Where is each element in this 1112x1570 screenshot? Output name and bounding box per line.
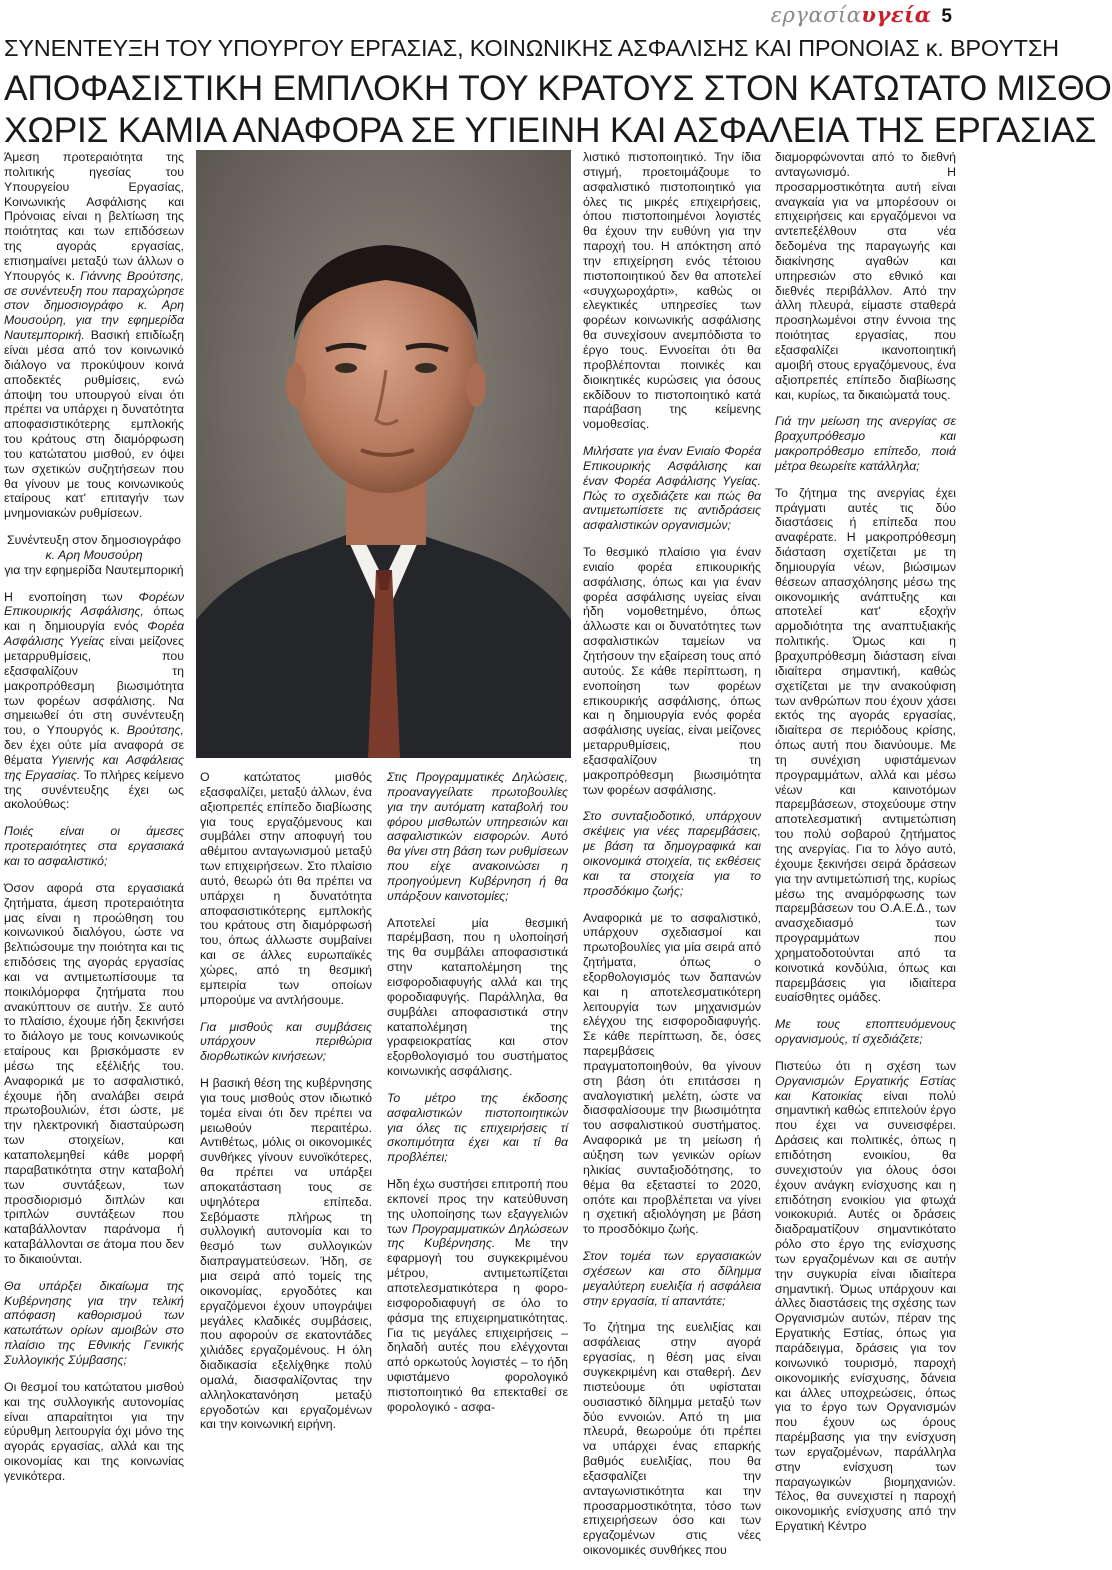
answer-paragraph: διαμορφώνονται από το διεθνή ανταγωνισμό. Η προσαρμοστικότητα αυτή είναι αναγκαία για να μπορέσουν οι επιχειρήσεις και εργαζόμενοι να αντεπεξέλθουν στα νέα δεδομένα της παραγωγής και διακίνησης αγαθών και υπηρεσιών στο εθνικό και διεθνές περιβάλλον. Από την άλλη πλευρά, είμαστε σταθερά προσηλωμένοι στην έννοια της ποιότητας εργασίας, που εξασφαλίζει ικανοποιητική αμοιβή στους εργαζόμενους, ένα αξιοπρεπές επίπεδο διαβίωσης και, κυρίως, τα δικαιώματά τους. <box>775 150 956 402</box>
intro-text-a: Άμεση προτεραιότητα της πολιτικής ηγεσίας του Υπουργείου Εργασίας, Κοινωνικής Ασφάλισης και Πρόνοιας είναι η βελτίωση της ποιότητας και των επιδόσεων της αγοράς εργασίας, επισημαίνει μεταξύ των άλλων ο Υπουργός κ. <box>4 150 184 283</box>
text-run: Φορέων Επικουρικής Ασφάλισης, <box>4 589 184 619</box>
question: Στις Προγραμματικές Δηλώσεις, προαναγγείλατε πρωτοβουλίες για την αυτόματη καταβολή του φόρου μισθωτών υπηρεσιών και ασφαλιστικών εισφορών. Αυτό θα γίνει στη βάση των ρυθμίσεων που είχε ανακοινώσει η προηγούμενη Κυβέρνηση ή θα υπάρξουν καινοτομίες; <box>387 770 568 903</box>
headline-line-2: ΧΩΡΙΣ ΚΑΜΙΑ ΑΝΑΦΟΡΑ ΣΕ ΥΓΙΕΙΝΗ ΚΑΙ ΑΣΦΑΛΕΙΑ ΤΗΣ ΕΡΓΑΣΙΑΣ <box>4 110 1097 150</box>
article-column-4 <box>583 150 761 1570</box>
intro-paragraph <box>4 150 184 521</box>
article-column-1 <box>4 150 184 1496</box>
question: Μιλήσατε για έναν Ενιαίο Φορέα Επικουρικής Ασφάλισης και έναν Φορέα Ασφάλισης Υγείας. Πώς το σχεδιάζετε και πώς θα αντιμετωπίσετε τις αντιδράσεις ασφαλιστικών οργανισμών; <box>583 444 761 533</box>
intro-text-c: Βασική επιδίωξη είναι μέσα από τον κοινωνικό διάλογο να προκύψουν κοινά αποδεκτές ρυθμίσεις, ενώ άποψη του υπουργού είναι ότι πρέπει να υπάρχει η δυνατότητα αποφασιστικότερης εμπλοκής του κράτους στη διαμόρφωση του κατώτατου μισθού, εν όψει των σχετικών συζητήσεων που θα γίνουν με τους κοινωνικούς εταίρους κατ' επιταγήν των μνημονιακών ρυθμίσεων. <box>4 328 184 521</box>
text-run: Οργανισμών Εργατικής Εστίας και Κατοικίας <box>775 1073 956 1103</box>
text-run: όπως και η δημιουργία ενός <box>4 604 184 634</box>
text-run: Προγραμματικών Δηλώσεων της Κυβέρνησης. <box>387 1221 568 1251</box>
article-column-3 <box>387 770 568 1427</box>
text-run: Φορέα Ασφάλισης Υγείας <box>4 619 184 649</box>
article-column-2 <box>200 770 372 1444</box>
article-column-5 <box>775 150 956 1546</box>
answer-paragraph: Ο κατώτατος μισθός εξασφαλίζει, μεταξύ άλλων, ένα αξιοπρεπές επίπεδο διαβίωσης για τους εργαζόμενους και συμβάλει στην αποφυγή του αθέμιτου ανταγωνισμού μεταξύ των επιχειρήσεων. Στο πλαίσιο αυτό, θεωρώ ότι θα πρέπει να υπάρχει η δυνατότητα αποφασιστικότερης εμπλοκής του κράτους στη διαμόρφωσή του, όπως άλλωστε συμβαίνει και σε άλλες ευρωπαϊκές χώρες, από τη θεσμική εμπειρία των οποίων μπορούμε να αντλήσουμε. <box>200 770 372 1007</box>
text-run: Το πλήρες κείμενο της συνέντευξης έχει ως ακολούθως: <box>4 767 185 812</box>
byline-line-1: Συνέντευξη στον δημοσιογράφο <box>6 533 182 548</box>
answer-paragraph <box>387 1177 568 1415</box>
text-run: Βρούτσης, <box>126 723 184 738</box>
question: Γιά την μείωση της ανεργίας σε βραχυπρόθεσμο και μακροπρόθεσμο επίπεδο, ποιά μέτρα θεωρείτε κατάλληλα; <box>775 414 956 473</box>
masthead <box>771 2 952 32</box>
text-run: δεν έχει ούτε μία αναφορά σε θέματα <box>4 738 184 767</box>
portrait-image <box>196 150 571 758</box>
section-title-part1: εργασία <box>770 3 862 27</box>
question: Στον τομέα των εργασιακών σχέσεων και στο δίλημμα μεγαλύτερη ευελιξία ή ασφάλεια στην εργασία, τί απαντάτε; <box>583 1249 761 1308</box>
answer-paragraph: Αποτελεί μία θεσμική παρέμβαση, που η υλοποίησή της θα συμβάλει αποφασιστικά στην καταπολέμηση της εισφοροδιαφυγής αλλά και της φοροδιαφυγής. Παράλληλα, θα συμβάλει αποφασιστικά στην καταπολέμηση της γραφειοκρατίας και στον εξορθολογισμό του συστήματος κοινωνικής ασφάλισης. <box>387 915 568 1079</box>
answer-paragraph: Το θεσμικό πλαίσιο για έναν ενιαίο φορέα επικουρικής ασφάλισης, όπως και για έναν φορέα ασφάλισης υγείας είναι ήδη νομοθετημένο, όπως άλλωστε και οι δυνατότητες των ασφαλιστικών ταμείων να ζητήσουν την εξαίρεση τους από αυτούς. Σε κάθε περίπτωση, η ενοποίηση των φορέων επικουρικής ασφάλισης, όπως και η δημιουργία ενός φορέα ασφάλισης υγείας, είναι μείζονες μεταρρυθμίσεις, που εξασφαλίζουν τη μακροπρόθεσμη βιωσιμότητα των φορέων ασφάλισης. <box>583 545 761 797</box>
answer-paragraph: Το ζήτημα της ανεργίας έχει πράγματι αυτές τις δύο διαστάσεις ή επίπεδα που αναφέρατε. Η μακροπρόθεσμη διάσταση σχετίζεται με τη δημιουργία νέων, βιώσιμων θέσεων απασχόλησης μέσω της οικονομικής ανάπτυξης και αποτελεί κατ' εξοχήν αρμοδιότητα της αναπτυξιακής πολιτικής. Όμως και η βραχυπρόθεσμη διάσταση είναι ιδιαίτερα σημαντική, καθώς σχετίζεται με την ανακούφιση των ανθρώπων που έχουν χάσει εκτός της αγοράς εργασίας, ιδιαίτερα σε περιόδους κρίσης, όπως αυτή που διανύουμε. Με τη συνέχιση υφιστάμενων προγραμμάτων, αλλά και μέσω νέων και καινοτόμων παρεμβάσεων, στοχεύουμε στην αποτελεσματική αντιμετώπιση του πολύ σοβαρού ζητήματος της ανεργίας. Για το λόγο αυτό, έχουμε ξεκινήσει σειρά δράσεων για την αντιμετώπισή της, κυρίως μέσω της αναμόρφωσης των παρεμβάσεων του Ο.Α.Ε.Δ., των ανασχεδιασμό των προγραμμάτων που χρηματοδοτούνται από τα κοινοτικά κονδύλια, όπως και παρεμβάσεις για ιδιαίτερα ευαίσθητες ομάδες. <box>775 485 956 1005</box>
answer-paragraph: Οι θεσμοί του κατώτατου μισθού και της συλλογικής αυτονομίας είναι απαραίτητοι για την εύρυθμη λειτουργία όχι μόνο της αγοράς εργασίας, αλλά και της οικονομίας και της κοινωνίας γενικότερα. <box>4 1379 184 1483</box>
text-run: είναι μείζονες μεταρρυθμίσεις, που εξασφαλίζουν τη μακροπρόθεσμη βιωσιμότητα των φορέων ασφάλισης. Να σημειωθεί ότι στη συνέντευξη του, ο Υπουργός κ. <box>4 634 184 738</box>
answer-paragraph: Η βασική θέση της κυβέρνησης για τους μισθούς στον ιδιωτικό τομέα είναι ότι δεν πρέπει να μειωθούν περαιτέρω. Αντιθέτως, μόλις οι οικονομικές συνθήκες γίνουν ευνοϊκότερες, θα πρέπει να υπάρξει αποκατάσταση τους σε υψηλότερα επίπεδα. Σεβόμαστε πλήρως τη συλλογική αυτονομία και το θεσμό των συλλογικών διαπραγματεύσεων. Ήδη, σε μια σειρά από τομείς της οικονομίας, εργοδότες και εργαζόμενοι έχουν υπογράψει μεγάλες κλαδικές συμβάσεις, που αφορούν σε εκατοντάδες χιλιάδες εργαζομένους. Η όλη διαδικασία εξελίχθηκε πολύ ομαλά, διασφαλίζοντας την αλληλοκατανόηση μεταξύ εργοδοτών και εργαζομένων και την κοινωνική ειρήνη. <box>200 1076 372 1432</box>
question: Για μισθούς και συμβάσεις υπάρχουν περιθώρια διορθωτικών κινήσεων; <box>200 1019 372 1064</box>
text-run: Με την εφαρμογή του συγκεκριμένου μέτρου, αντιμετωπίζεται αποτελεσματικότερα η φορο-εισφοροδιαφυγή σε όλο το φάσμα της επιχειρηματικότητας. Για τις μεγάλες επιχειρήσεις – δηλαδή αυτές που ελέγχονται από ορκωτούς λογιστές – το ήδη υφιστάμενο φορολογικό πιστοποιητικό θα επεκταθεί σε φορολογικό - ασφα- <box>387 1236 568 1414</box>
answer-paragraph: Το ζήτημα της ευελιξίας και ασφάλειας στην αγορά εργασίας, η θέση μας είναι συγκεκριμένη και σταθερή. Δεν πιστεύουμε ότι υφίσταται ουσιαστικό δίλημμα μεταξύ των δύο εννοιών. Από τη μια πλευρά, θεωρούμε ότι πρέπει να υπάρχει ένας επαρκής βαθμός ευελιξίας, που θα εξασφαλίζει την ανταγωνιστικότητα και την προσαρμοστικότητα, τόσο των επιχειρήσεων όσο και των εργαζομένων στις νέες οικονομικές συνθήκες που <box>583 1320 761 1558</box>
question: Στο συνταξιοδοτικό, υπάρχουν σκέψεις για νέες παρεμβάσεις, με βάση τα δημογραφικά και οικονομικά στοιχεία, τις εκθέσεις και τα στοιχεία για το προσδόκιμο ζωής; <box>583 809 761 898</box>
kicker: ΣΥΝΕΝΤΕΥΞΗ ΤΟΥ ΥΠΟΥΡΓΟΥ ΕΡΓΑΣΙΑΣ, ΚΟΙΝΩΝΙΚΗΣ ΑΣΦΑΛΙΣΗΣ ΚΑΙ ΠΡΟΝΟΙΑΣ κ. ΒΡΟΥΤΣΗ <box>4 35 1059 61</box>
answer-paragraph: λιστικό πιστοποιητικό. Την ίδια στιγμή, προετοιμάζουμε το ασφαλιστικό πιστοποιητικό για όλες τις μικρές επιχειρήσεις, όπου πιστοποιημένοι λογιστές θα έχουν την ευθύνη για την παροχή του. Η απόκτηση από την επιχείρηση ενός τέτοιου πιστοποιητικού δεν θα αποτελεί «συγχωροχάρτι», καθώς οι ελεγκτικές υπηρεσίες των φορέων κοινωνικής ασφάλισης θα συνεχίσουν ανεμπόδιστα το έργο τους. Εννοείται ότι θα προβλέπονται ποινικές και διοικητικές κυρώσεις για όσους εκδίδουν το πιστοποιητικό κατά παράβαση της κείμενης νομοθεσίας. <box>583 150 761 432</box>
byline <box>4 533 184 578</box>
text-run: Πιστεύω ότι η σχέση των <box>775 1058 956 1073</box>
section-title-part2: υγεία <box>861 2 932 27</box>
minister-portrait-photo <box>196 150 571 758</box>
byline-line-2: κ. Αρη Μουσούρη <box>45 547 143 562</box>
page-number: 5 <box>941 6 952 27</box>
answer-paragraph: Όσον αφορά στα εργασιακά ζητήματα, άμεση προτεραιότητα μας είναι η προώθηση του κοινωνικού διαλόγου, ώστε να βελτιώσουμε την ποιότητα και τις επιδόσεις της αγοράς εργασίας και να αντιμετωπίσουμε τα ποικιλόμορφα ζητήματα που ανακύπτουν σε αυτήν. Σε αυτό το πλαίσιο, έχουμε ήδη ξεκινήσει το διάλογο με τους κοινωνικούς εταίρους και βρισκόμαστε εν μέσω της εξέλιξής του. Αναφορικά με το ασφαλιστικό, έχουμε ήδη αναλάβει σειρά πρωτοβουλιών, έτσι ώστε, με την ηλεκτρονική διασταύρωση των στοιχείων, και καταπολεμηθεί κάθε μορφή παραβατικότητα στην καταβολή των συντάξεων, των προσδιορισμό διπλών και τριπλών συντάξεων που καταβάλλονταν παράνομα ή καταβάλλονται σε άτομα που δεν το δικαιούνται. <box>4 880 184 1266</box>
text-run: Ηδη έχω συστήσει επιτροπή που εκπονεί προς την κατεύθυνση της υλοποίησης των εξαγγελιών των <box>387 1177 568 1236</box>
question: Με τους εποπτευόμενους οργανισμούς, τί σχεδιάζετε; <box>775 1017 956 1047</box>
question: Το μέτρο της έκδοσης ασφαλιστικών πιστοποιητικών για όλες τις επιχειρήσεις τί σκοπιμότητα έχει και τί θα προβλέπει; <box>387 1090 568 1165</box>
section-title <box>771 2 932 27</box>
answer-paragraph: Αναφορικά με το ασφαλιστικό, υπάρχουν σχεδιασμοί και πρωτοβουλίες για μία σειρά από ζητήματα, όπως ο εξορθολογισμός των δαπανών και η αποτελεσματικότερη λειτουργία των μηχανισμών ελέγχου της εισφοροδιαφυγής. Σε κάθε περίπτωση, δε, όσες παρεμβάσεις πραγματοποιηθούν, θα γίνουν στη βάση ότι επιτάσσει η αναλογιστική μελέτη, ώστε να διασφαλίσουμε την βιωσιμότητα του ασφαλιστικού συστήματος. Αναφορικά με τη μείωση ή αύξηση των γενικών ορίων ηλικίας συνταξιοδότησης, το θέμα θα εξεταστεί το 2020, οπότε και προβλέπεται να γίνει η σχετική αξιολόγηση με βάση το προσδόκιμο ζωής. <box>583 910 761 1237</box>
text-run: Υγιεινής και Ασφάλειας της Εργασίας. <box>4 752 184 782</box>
text-run: είναι πολύ σημαντική καθώς επιτελούν έργο που έχει να συνεισφέρει. Δράσεις και πολιτικές, όπως η επιδότηση ενοικίου, θα συνεχιστούν για όλους όσοι έχουν ανάγκη ενίσχυσης και η επιδότηση ενοικίου για φτωχά νοικοκυριά. Αυτές οι δράσεις διαδραματίζουν σημαντικότατο ρόλο στο έργο της ενίσχυσης των εργαζομένων και σε αυτήν την συγκυρία είναι ιδιαίτερα σημαντική. Όμως υπάρχουν και άλλες διαστάσεις της σχέσης των Οργανισμών αυτών, πέραν της Εργατικής Εστίας, όπως για παράδειγμα, δράσεις για τον κοινωνικό τουρισμό, παροχή οικονομικής ενίσχυσης, δάνεια και άλλες υποχρεώσεις, όπως για το έργο των Οργανισμών που έχουν ως όρους παρέμβασης για την ενίσχυση των εργαζομένων, παράλληλα στην ενίσχυση των παραγωγικών βιομηχανιών. Τέλος, θα συνεχιστεί η παροχή οικονομικής ενίσχυσης από την Εργατική Κέντρο <box>775 1088 956 1534</box>
question: Θα υπάρξει δικαίωμα της Κυβέρνησης για την τελική απόφαση καθορισμού των κατωτάτων ορίων αμοιβών στο πλαίσιο της Εθνικής Γενικής Συλλογικής Σύμβασης; <box>4 1278 184 1367</box>
headline-line-1: ΑΠΟΦΑΣΙΣΤΙΚΗ ΕΜΠΛΟΚΗ ΤΟΥ ΚΡΑΤΟΥΣ ΣΤΟΝ ΚΑΤΩΤΑΤΟ ΜΙΣΘΟ <box>4 68 1112 108</box>
text-run: Η ενοποίηση των <box>4 589 139 604</box>
byline-line-3: για την εφημερίδα Ναυτεμπορική <box>4 562 184 577</box>
body-paragraph <box>4 590 184 813</box>
intro-text-b: Γιάννης Βρούτσης, σε συνέντευξη που παραχώρησε στον δημοσιογράφο κ. Αρη Μουσούρη, για την εφημερίδα Ναυτεμπορική. <box>4 268 184 343</box>
answer-paragraph <box>775 1059 956 1534</box>
question: Ποιές είναι οι άμεσες προτεραιότητες στα εργασιακά και το ασφαλιστικό; <box>4 824 184 868</box>
